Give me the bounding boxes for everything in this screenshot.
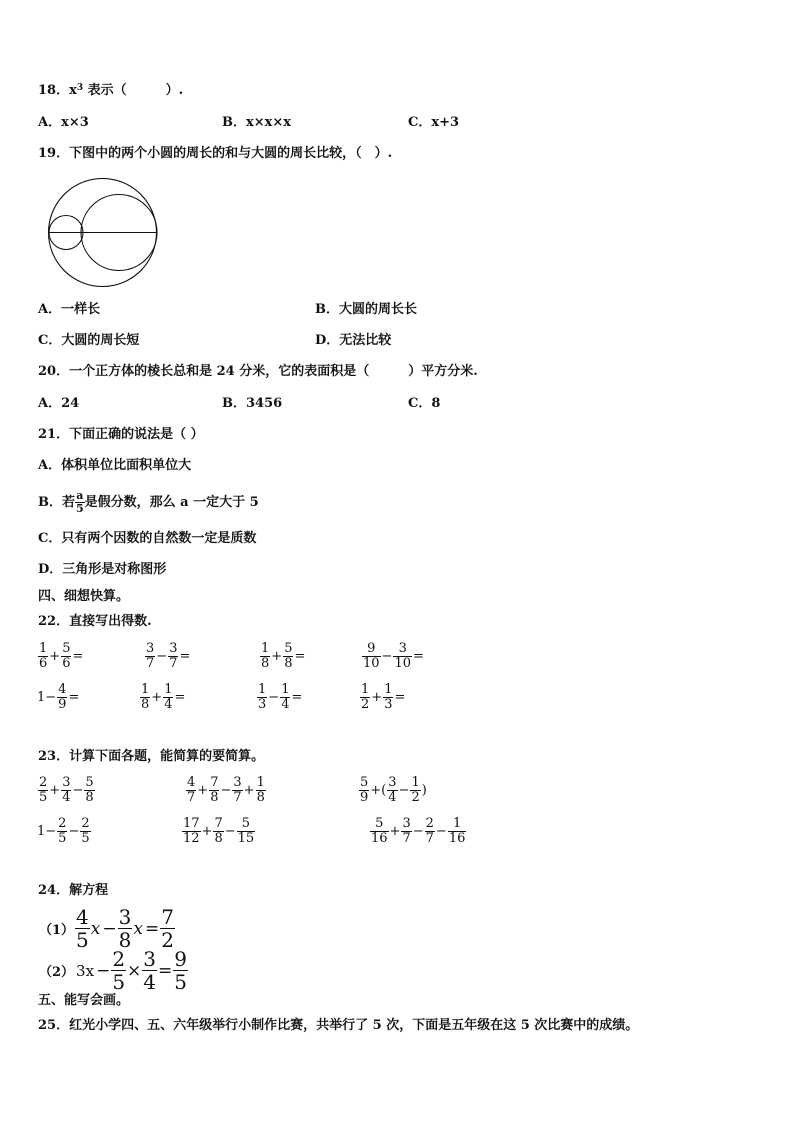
q19-option-b: B．大圆的周长长 xyxy=(315,302,417,317)
q18-option-b: B．x×x×x xyxy=(222,115,292,130)
q21-option-a: A．体积单位比面积单位大 xyxy=(38,458,192,473)
q24-stem: 24．解方程 xyxy=(38,883,109,898)
section-4-heading: 四、细想快算。 xyxy=(38,589,130,604)
q19-option-c: C．大圆的周长短 xyxy=(38,333,140,348)
circles-figure xyxy=(44,178,162,288)
q23-expr-5: $\frac{17}{12}$ + $\frac{7}{8}$ − $\frac{5}{15}$ xyxy=(183,816,255,846)
fraction: $\frac{a}{5}$ xyxy=(76,489,84,515)
q20-stem: 20．一个正方体的棱长总和是 24 分米，它的表面积是（ ）平方分米. xyxy=(38,364,478,379)
q21-option-c: C．只有两个因数的自然数一定是质数 xyxy=(38,531,257,546)
q22-expr-4: $\frac{9}{10}$ − $\frac{3}{10}$ = xyxy=(363,641,424,671)
q22-expr-1: $\frac{1}{6}$ + $\frac{5}{6}$ = xyxy=(39,641,84,671)
q22-expr-8: $\frac{1}{2}$ + $\frac{1}{3}$ = xyxy=(361,682,406,712)
q23-expr-2: $\frac{4}{7}$ + $\frac{7}{8}$ − $\frac{3}{7}$ + $\frac{1}{8}$ xyxy=(187,775,265,805)
q18-option-c: C．x+3 xyxy=(408,115,460,130)
q24-equation-1: （1） $\frac{4}{5}$ x − $\frac{3}{8}$ x = $\frac{7}{2}$ xyxy=(39,905,174,952)
section-5-heading: 五、能写会画。 xyxy=(38,993,130,1008)
q18-stem: 18．$x^3$ 表示（ ）. xyxy=(38,83,184,98)
q22-expr-2: $\frac{3}{7}$ − $\frac{3}{7}$ = xyxy=(146,641,191,671)
q19-option-a: A．一样长 xyxy=(38,302,101,317)
q22-expr-6: $\frac{1}{8}$ + $\frac{1}{4}$ = xyxy=(141,682,186,712)
q23-expr-1: $\frac{2}{5}$ + $\frac{3}{4}$ − $\frac{5}{8}$ xyxy=(39,775,94,805)
q21-option-b: B．若 $\frac{a}{5}$ 是假分数，那么 a 一定大于 5 xyxy=(38,489,259,515)
q19-stem: 19．下图中的两个小圆的周长的和与大圆的周长比较，（ ）. xyxy=(38,146,393,161)
q24-equation-2: （2） 3x − $\frac{2}{5}$ × $\frac{3}{4}$ = $\frac{9}{5}$ xyxy=(39,947,188,994)
q20-option-a: A．24 xyxy=(38,396,80,411)
q23-expr-6: $\frac{5}{16}$ + $\frac{3}{7}$ − $\frac{2}{7}$ − $\frac{1}{16}$ xyxy=(371,816,466,846)
q22-expr-3: $\frac{1}{8}$ + $\frac{5}{8}$ = xyxy=(261,641,306,671)
q20-option-b: B．3456 xyxy=(222,396,283,411)
q19-option-d: D．无法比较 xyxy=(315,333,392,348)
q21-option-d: D．三角形是对称图形 xyxy=(38,562,167,577)
q18-option-a: A．x×3 xyxy=(38,115,89,130)
q22-expr-7: $\frac{1}{3}$ − $\frac{1}{4}$ = xyxy=(258,682,303,712)
q23-expr-4: 1− $\frac{2}{5}$ − $\frac{2}{5}$ xyxy=(37,816,90,846)
q21-stem: 21．下面正确的说法是（ ） xyxy=(38,427,204,442)
q22-expr-5: 1− $\frac{4}{9}$ = xyxy=(37,682,80,712)
q22-stem: 22．直接写出得数. xyxy=(38,614,152,629)
q20-option-c: C．8 xyxy=(408,396,441,411)
q23-stem: 23．计算下面各题，能简算的要简算。 xyxy=(38,749,265,764)
q25-stem: 25．红光小学四、五、六年级举行小制作比赛，共举行了 5 次，下面是五年级在这 5 次比赛中的成绩。 xyxy=(38,1018,639,1033)
q23-expr-3: $\frac{5}{9}$ +( $\frac{3}{4}$ − $\frac{1}{2}$ ) xyxy=(360,775,427,805)
